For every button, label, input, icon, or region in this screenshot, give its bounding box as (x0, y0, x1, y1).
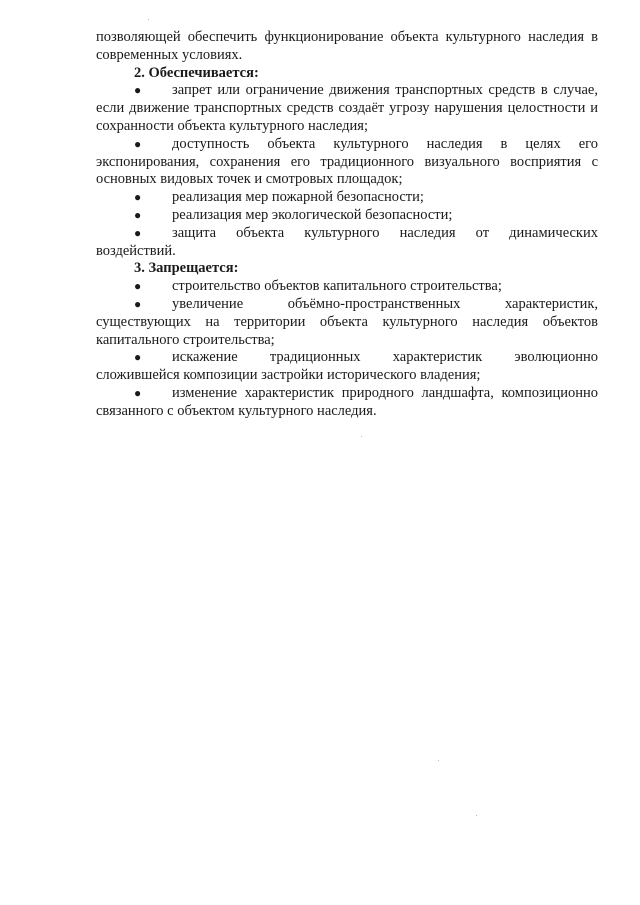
list-item (96, 296, 598, 349)
list-item-text: изменение характеристик природного ландшафта, композиционно связанного с объектом культурного наследия. (96, 384, 598, 419)
list-item-text: защита объекта культурного наследия от динамических воздействий. (96, 224, 598, 259)
bullet-icon: ● (134, 83, 142, 98)
list-item-text: запрет или ограничение движения транспортных средств в случае, если движение транспортных средств создаёт угрозу нарушения целостности и сохранности объекта культурного наследия; (96, 82, 598, 134)
list-item-text: реализация мер пожарной безопасности; (172, 189, 424, 206)
bullet-icon: ● (134, 385, 142, 400)
list-item (96, 189, 598, 207)
bullet-icon: ● (134, 207, 142, 222)
list-item-text: доступность объекта культурного наследия в целях его экспонирования, сохранения его традиционного визуального восприятия с основных видовых точек и смотровых площадок; (96, 135, 598, 188)
intro-paragraph: позволяющей обеспечить функционирование объекта культурного наследия в современных условиях. (96, 29, 598, 63)
bullet-icon: ● (134, 136, 142, 151)
bullet-icon: ● (134, 225, 142, 240)
scan-speck (361, 436, 362, 437)
bullet-icon: ● (134, 296, 142, 311)
list-item-text: реализация мер экологической безопасности; (172, 206, 453, 223)
list-item-text: искажение традиционных характеристик эволюционно сложившейся композиции застройки исторического владения; (96, 349, 598, 384)
list-item-text: строительство объектов капитального строительства; (172, 278, 502, 295)
bullet-icon: ● (134, 190, 142, 205)
bullet-icon: ● (134, 279, 142, 294)
list-item (96, 207, 598, 225)
scan-speck (476, 815, 477, 816)
section-3-heading: 3. Запрещается: (134, 260, 239, 277)
list-item (96, 82, 598, 135)
scan-speck (148, 19, 149, 20)
scan-speck (438, 760, 439, 761)
section-2-heading: 2. Обеспечивается: (134, 64, 259, 81)
bullet-icon: ● (134, 350, 142, 365)
list-item-text: увеличение объёмно-пространственных характеристик, существующих на территории объекта культурного наследия объектов капитального строительства; (96, 295, 598, 348)
list-item (96, 385, 598, 421)
document-body (96, 29, 598, 421)
list-item (96, 278, 598, 296)
list-item (96, 136, 598, 189)
list-item (96, 225, 598, 261)
list-item (96, 349, 598, 385)
